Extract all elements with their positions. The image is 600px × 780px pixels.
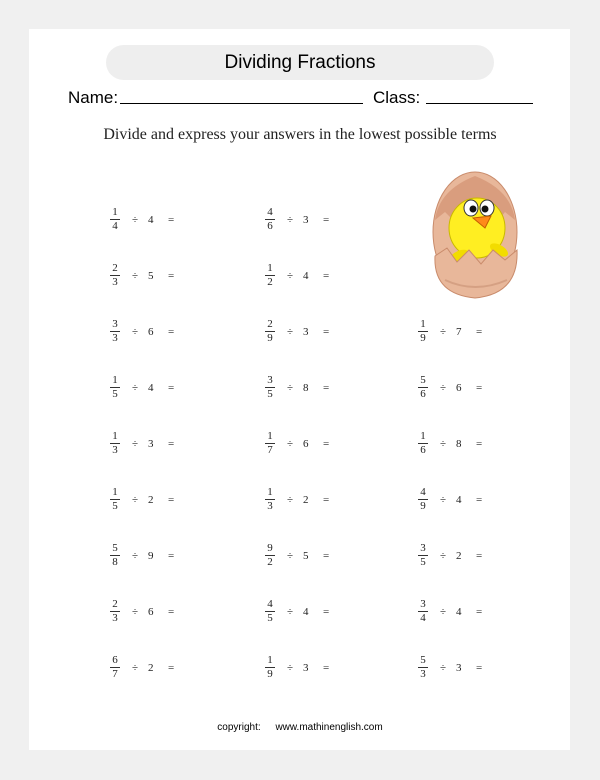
fraction — [265, 207, 275, 232]
divisor: 2 — [148, 662, 154, 674]
divisor: 8 — [303, 382, 309, 394]
equals-sign: = — [476, 326, 483, 338]
divisor: 4 — [456, 494, 462, 506]
fraction — [110, 263, 120, 288]
division-problem — [418, 431, 488, 457]
fraction — [265, 375, 275, 400]
numerator: 4 — [267, 598, 273, 610]
equals-sign: = — [476, 662, 483, 674]
divide-symbol: ÷ — [287, 606, 294, 618]
division-problem — [265, 543, 335, 569]
equals-sign: = — [323, 606, 330, 618]
fraction — [110, 431, 120, 456]
numerator: 3 — [267, 374, 273, 386]
divisor: 7 — [456, 326, 462, 338]
denominator: 3 — [112, 444, 118, 456]
divide-symbol: ÷ — [287, 550, 294, 562]
divide-symbol: ÷ — [132, 214, 139, 226]
equals-sign: = — [323, 270, 330, 282]
fraction — [110, 599, 120, 624]
divide-symbol: ÷ — [440, 382, 447, 394]
divide-symbol: ÷ — [132, 606, 139, 618]
divide-symbol: ÷ — [440, 606, 447, 618]
numerator: 1 — [112, 374, 118, 386]
fraction — [265, 263, 275, 288]
numerator: 5 — [112, 542, 118, 554]
equals-sign: = — [168, 606, 175, 618]
divisor: 3 — [148, 438, 154, 450]
divisor: 2 — [148, 494, 154, 506]
numerator: 1 — [112, 206, 118, 218]
divide-symbol: ÷ — [132, 550, 139, 562]
equals-sign: = — [323, 494, 330, 506]
divisor: 6 — [456, 382, 462, 394]
division-problem — [110, 543, 180, 569]
denominator: 9 — [420, 500, 426, 512]
denominator: 9 — [267, 332, 273, 344]
website-link[interactable]: www.mathinenglish.com — [275, 722, 383, 733]
fraction — [265, 599, 275, 624]
equals-sign: = — [168, 326, 175, 338]
equals-sign: = — [168, 214, 175, 226]
division-problem — [110, 655, 180, 681]
numerator: 3 — [112, 318, 118, 330]
divide-symbol: ÷ — [287, 270, 294, 282]
division-problem — [418, 543, 488, 569]
divide-symbol: ÷ — [132, 382, 139, 394]
equals-sign: = — [168, 270, 175, 282]
denominator: 9 — [420, 332, 426, 344]
division-problem — [265, 431, 335, 457]
denominator: 6 — [420, 444, 426, 456]
division-problem — [110, 599, 180, 625]
denominator: 5 — [267, 388, 273, 400]
fraction — [418, 599, 428, 624]
denominator: 6 — [267, 220, 273, 232]
divide-symbol: ÷ — [287, 326, 294, 338]
numerator: 5 — [420, 654, 426, 666]
equals-sign: = — [168, 438, 175, 450]
fraction — [110, 207, 120, 232]
divisor: 3 — [456, 662, 462, 674]
numerator: 1 — [267, 430, 273, 442]
divisor: 6 — [148, 606, 154, 618]
division-problem — [110, 487, 180, 513]
chick-in-egg-illustration — [425, 170, 525, 302]
divisor: 3 — [303, 326, 309, 338]
equals-sign: = — [323, 214, 330, 226]
division-problem — [265, 207, 335, 233]
division-problem — [110, 263, 180, 289]
division-problem — [418, 599, 488, 625]
equals-sign: = — [323, 662, 330, 674]
equals-sign: = — [476, 494, 483, 506]
divisor: 8 — [456, 438, 462, 450]
numerator: 2 — [112, 262, 118, 274]
fraction — [110, 543, 120, 568]
divisor: 4 — [148, 382, 154, 394]
denominator: 6 — [420, 388, 426, 400]
equals-sign: = — [323, 550, 330, 562]
denominator: 8 — [112, 556, 118, 568]
fraction — [418, 655, 428, 680]
numerator: 6 — [112, 654, 118, 666]
divisor: 5 — [148, 270, 154, 282]
divide-symbol: ÷ — [440, 438, 447, 450]
division-problem — [418, 487, 488, 513]
divide-symbol: ÷ — [287, 438, 294, 450]
equals-sign: = — [168, 494, 175, 506]
divisor: 4 — [303, 270, 309, 282]
divide-symbol: ÷ — [440, 326, 447, 338]
denominator: 2 — [267, 276, 273, 288]
footer — [0, 722, 600, 733]
numerator: 1 — [267, 486, 273, 498]
divisor: 6 — [303, 438, 309, 450]
numerator: 3 — [420, 542, 426, 554]
copyright-label: copyright: — [217, 722, 261, 733]
instructions: Divide and express your answers in the lowest possible terms — [103, 126, 497, 143]
denominator: 4 — [112, 220, 118, 232]
class-field-line[interactable] — [426, 103, 533, 104]
equals-sign: = — [476, 606, 483, 618]
divisor: 4 — [303, 606, 309, 618]
numerator: 3 — [420, 598, 426, 610]
equals-sign: = — [323, 326, 330, 338]
name-field-line[interactable] — [120, 103, 363, 104]
fraction — [418, 543, 428, 568]
fraction — [265, 655, 275, 680]
divisor: 6 — [148, 326, 154, 338]
numerator: 2 — [112, 598, 118, 610]
division-problem — [265, 375, 335, 401]
divisor: 4 — [148, 214, 154, 226]
divide-symbol: ÷ — [440, 550, 447, 562]
denominator: 7 — [112, 668, 118, 680]
denominator: 4 — [420, 612, 426, 624]
fraction — [265, 431, 275, 456]
numerator: 1 — [267, 262, 273, 274]
fraction — [110, 319, 120, 344]
numerator: 1 — [112, 430, 118, 442]
division-problem — [265, 319, 335, 345]
denominator: 7 — [267, 444, 273, 456]
divide-symbol: ÷ — [132, 326, 139, 338]
equals-sign: = — [323, 438, 330, 450]
equals-sign: = — [476, 438, 483, 450]
fraction — [418, 431, 428, 456]
division-problem — [265, 599, 335, 625]
divide-symbol: ÷ — [287, 494, 294, 506]
denominator: 3 — [267, 500, 273, 512]
divide-symbol: ÷ — [132, 270, 139, 282]
divisor: 3 — [303, 214, 309, 226]
denominator: 3 — [112, 276, 118, 288]
fraction — [418, 319, 428, 344]
divide-symbol: ÷ — [132, 662, 139, 674]
numerator: 5 — [420, 374, 426, 386]
denominator: 2 — [267, 556, 273, 568]
divisor: 5 — [303, 550, 309, 562]
denominator: 5 — [267, 612, 273, 624]
division-problem — [265, 263, 335, 289]
fraction — [265, 319, 275, 344]
divide-symbol: ÷ — [287, 214, 294, 226]
divide-symbol: ÷ — [132, 494, 139, 506]
denominator: 5 — [112, 388, 118, 400]
divide-symbol: ÷ — [287, 662, 294, 674]
divide-symbol: ÷ — [132, 438, 139, 450]
fraction — [110, 655, 120, 680]
numerator: 1 — [267, 654, 273, 666]
denominator: 5 — [112, 500, 118, 512]
fraction — [265, 543, 275, 568]
fraction — [418, 375, 428, 400]
divisor: 9 — [148, 550, 154, 562]
class-label: Class: — [373, 88, 421, 107]
worksheet-title: Dividing Fractions — [106, 45, 494, 80]
name-label: Name: — [68, 88, 119, 107]
equals-sign: = — [168, 382, 175, 394]
division-problem — [418, 655, 488, 681]
numerator: 1 — [112, 486, 118, 498]
equals-sign: = — [168, 662, 175, 674]
equals-sign: = — [476, 550, 483, 562]
divide-symbol: ÷ — [440, 494, 447, 506]
fraction — [110, 487, 120, 512]
numerator: 2 — [267, 318, 273, 330]
division-problem — [418, 375, 488, 401]
numerator: 1 — [420, 430, 426, 442]
division-problem — [418, 319, 488, 345]
denominator: 5 — [420, 556, 426, 568]
divisor: 2 — [303, 494, 309, 506]
fraction — [265, 487, 275, 512]
division-problem — [110, 431, 180, 457]
numerator: 9 — [267, 542, 273, 554]
equals-sign: = — [323, 382, 330, 394]
divisor: 3 — [303, 662, 309, 674]
numerator: 4 — [420, 486, 426, 498]
equals-sign: = — [168, 550, 175, 562]
divisor: 4 — [456, 606, 462, 618]
fraction — [418, 487, 428, 512]
denominator: 3 — [112, 612, 118, 624]
denominator: 9 — [267, 668, 273, 680]
fraction — [110, 375, 120, 400]
denominator: 3 — [420, 668, 426, 680]
denominator: 3 — [112, 332, 118, 344]
division-problem — [110, 375, 180, 401]
division-problem — [265, 487, 335, 513]
divide-symbol: ÷ — [287, 382, 294, 394]
numerator: 1 — [420, 318, 426, 330]
divide-symbol: ÷ — [440, 662, 447, 674]
divisor: 2 — [456, 550, 462, 562]
division-problem — [110, 207, 180, 233]
division-problem — [265, 655, 335, 681]
division-problem — [110, 319, 180, 345]
numerator: 4 — [267, 206, 273, 218]
equals-sign: = — [476, 382, 483, 394]
